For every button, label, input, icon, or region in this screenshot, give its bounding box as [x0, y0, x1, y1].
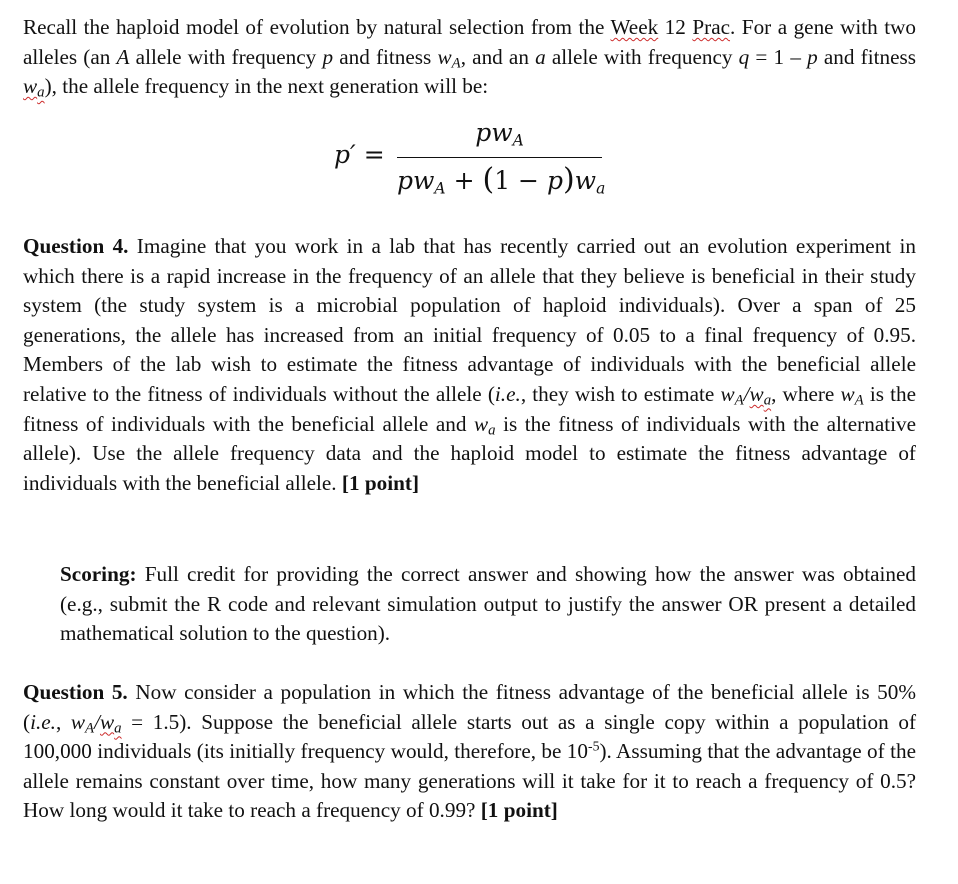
math-symbol: w	[437, 44, 452, 69]
question-4-text: Imagine that you work in a lab that has recently carried out an evolution experiment in which there is a rapid increase in the frequency of an allele that they believe is beneficial in their study system (the study system is a microbial population of haploid individuals). Over a span of 25 generations, the allele has increased from an initial frequency of 0.05 to a final frequency of 0.95. Members of the lab wish to estimate the fitness advantage of individuals with the beneficial allele relative to the fitness of individuals without the allele (	[23, 234, 917, 406]
question-5-text: = 1.5). Suppose the beneficial allele starts out as a single copy within a population of 100,000 individuals (its initially frequency would, therefore, be 10	[23, 709, 917, 764]
math-symbol: p	[807, 44, 818, 69]
intro-text: and fitness	[817, 44, 916, 69]
question-5-label: Question 5.	[23, 680, 128, 704]
math-symbol: w	[749, 381, 764, 406]
scoring-label: Scoring:	[60, 562, 137, 586]
intro-paragraph	[23, 13, 916, 102]
formula-lhs	[334, 140, 385, 169]
math-symbol: /	[94, 709, 100, 734]
math-symbol: q	[738, 44, 750, 69]
scoring-text: Full credit for providing the correct answer and showing how the answer was obtained (e.g., submit the R code and relevant simulation output to justify the answer OR present a detailed mathematical solution to the question).	[60, 562, 916, 646]
math-symbol: w	[99, 709, 115, 734]
question-5-text: ,	[55, 709, 71, 734]
question-5-text: ). Assuming that the advantage of the allele remains constant over time, how many generations will it take for it to reach a frequency of 0.5? How long would it take to reach a frequency of 0.99?	[23, 739, 916, 823]
formula-operator: +	[445, 166, 483, 195]
intro-text: allele with frequency	[545, 44, 739, 69]
math-subscript: a	[114, 720, 122, 737]
math-symbol: w	[70, 709, 86, 734]
intro-text: and fitness	[333, 44, 438, 69]
math-subscript: A	[854, 392, 864, 409]
formula-subscript: A	[434, 179, 446, 198]
formula-paren: (	[482, 162, 495, 197]
question-5-paragraph	[23, 678, 916, 826]
intro-text: . For a gene with two alleles (an	[23, 15, 916, 69]
formula-p-prime: p′	[334, 140, 356, 169]
formula-paren: )	[562, 162, 575, 197]
formula-var: p	[397, 166, 414, 195]
math-symbol: /	[743, 381, 750, 406]
question-4-text: is the fitness of individuals with the beneficial allele and	[23, 381, 916, 436]
selection-formula	[334, 118, 634, 208]
math-symbol: p	[322, 44, 334, 69]
math-subscript: a	[763, 392, 772, 409]
spellcheck-word: Prac	[692, 15, 731, 39]
fraction-bar	[397, 157, 602, 158]
formula-var: p	[546, 166, 563, 195]
question-4-label: Question 4.	[23, 234, 129, 258]
formula-numerator	[397, 118, 602, 150]
math-subscript: A	[451, 55, 461, 72]
math-subscript: a	[37, 84, 45, 101]
math-symbol: a	[535, 44, 546, 69]
formula-operator: 1 −	[494, 166, 547, 195]
formula-var: w	[491, 118, 513, 147]
question-4-points: [1 point]	[341, 470, 419, 495]
math-symbol: w	[474, 411, 489, 436]
math-symbol: A	[116, 44, 130, 69]
math-subscript: a	[488, 422, 496, 439]
question-4-text: is the fitness of individuals with the alternative allele). Use the allele frequency data and the haploid model to estimate the fitness advantage of individuals with the beneficial allele.	[23, 411, 916, 495]
formula-var: w	[413, 166, 435, 195]
math-symbol: w	[840, 381, 855, 406]
question-4-text: , where	[771, 381, 841, 406]
formula-var: w	[574, 166, 597, 195]
spellcheck-word: Week	[610, 15, 659, 39]
formula-denominator	[397, 162, 606, 198]
question-5-text: Now consider a population in which the fitness advantage of the beneficial allele is 50% (	[23, 680, 917, 734]
formula-var: p	[475, 118, 492, 147]
italic-text: i.e.	[30, 709, 56, 734]
question-4-paragraph	[23, 232, 916, 498]
question-5-points: [1 point]	[480, 798, 558, 823]
exponent: -5	[588, 738, 600, 754]
formula-subscript: a	[596, 179, 606, 198]
formula-equals: =	[363, 140, 385, 169]
math-subscript: A	[734, 392, 744, 409]
math-subscript: A	[85, 720, 95, 737]
intro-text: = 1 –	[749, 44, 808, 69]
italic-text: i.e.	[494, 381, 521, 406]
scoring-paragraph	[60, 560, 916, 649]
intro-text: ), the allele frequency in the next generation will be:	[44, 74, 489, 99]
math-symbol: w	[720, 381, 735, 406]
intro-text: allele with frequency	[129, 44, 323, 69]
intro-text: Recall the haploid model of evolution by natural selection from the	[23, 15, 611, 39]
formula-subscript: A	[512, 131, 524, 150]
intro-text: 12	[658, 15, 693, 39]
question-4-text: , they wish to estimate	[520, 381, 721, 406]
intro-text: , and an	[460, 44, 536, 69]
math-symbol: w	[23, 74, 38, 99]
